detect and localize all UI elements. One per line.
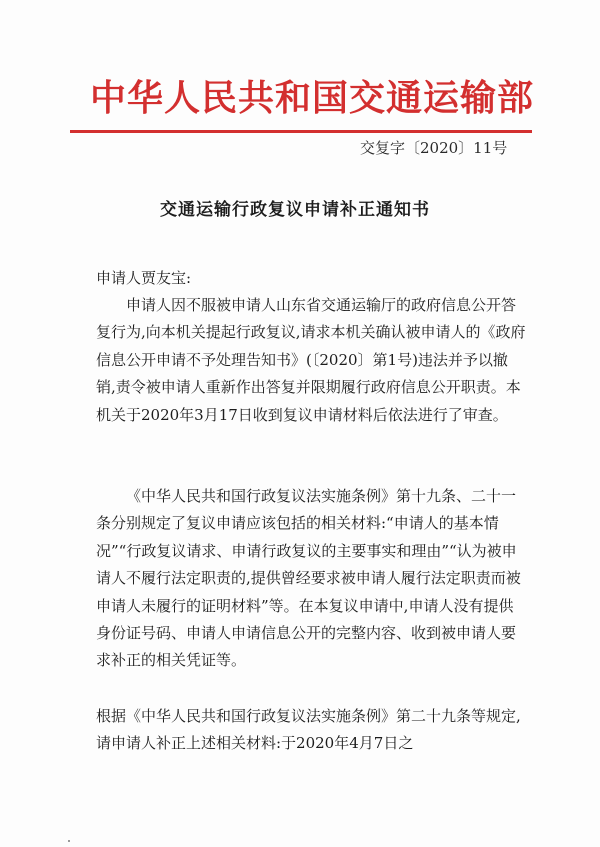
salutation: 申请人贾友宝: [96, 269, 192, 287]
body-paragraph-2 [96, 483, 526, 675]
document-title: 交通运输行政复议申请补正通知书 [160, 200, 430, 220]
body-paragraph-3 [96, 703, 526, 758]
paragraph-text: 根据《中华人民共和国行政复议法实施条例》第二十九条等规定,请申请人补正上述相关材料:于2020年4月7日之 [96, 707, 521, 753]
body-paragraph-1 [96, 292, 526, 429]
paragraph-text: 申请人因不服被申请人山东省交通运输厅的政府信息公开答复行为,向本机关提起行政复议,请求本机关确认被申请人的《政府信息公开申请不予处理告知书》(〔2020〕第1号)违法并予以撤销,责令被申请人重新作出答复并限期履行政府信息公开职责。本机关于2020年3月17日收到复议申请材料后依法进行了审查。 [96, 296, 526, 424]
paragraph-text: 《中华人民共和国行政复议法实施条例》第十九条、二十一条分别规定了复议申请应该包括的相关材料:“申请人的基本情况”“行政复议请求、申请行政复议的主要事实和理由”“认为被申请人不履行法定职责的,提供曾经要求被申请人履行法定职责而被申请人未履行的证明材料”等。在本复议申请中,申请人没有提供身份证号码、申请人申请信息公开的完整内容、收到被申请人要求补正的相关凭证等。 [96, 487, 521, 670]
document-number: 交复字〔2020〕11号 [360, 139, 508, 157]
red-divider-line [70, 130, 532, 133]
scan-artifact [68, 840, 70, 842]
organization-header: 中华人民共和国交通运输部 [90, 78, 535, 119]
